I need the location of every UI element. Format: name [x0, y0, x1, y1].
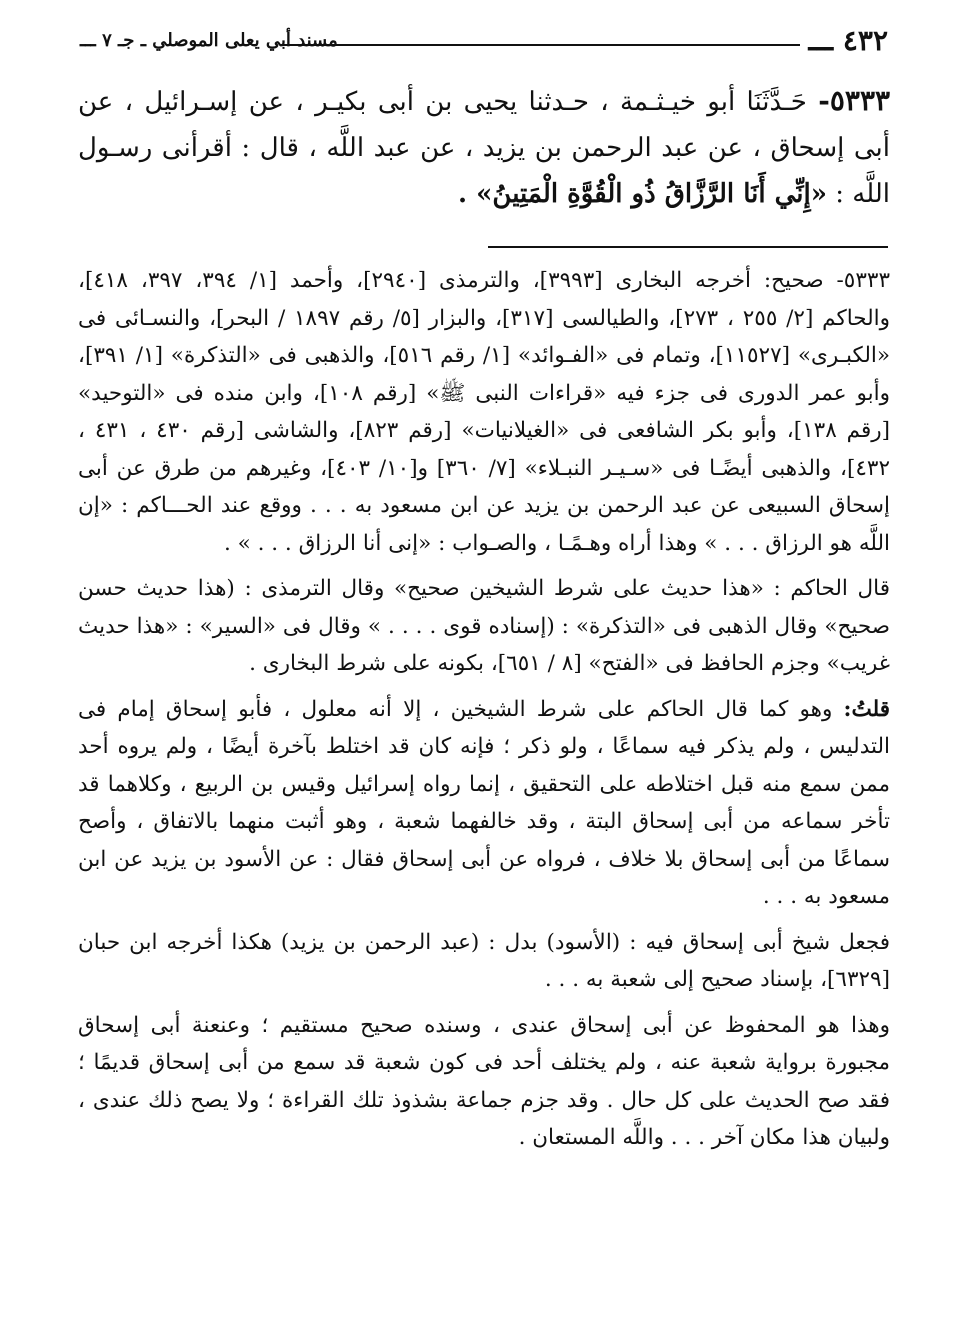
hadith-text	[78, 78, 890, 217]
takhrij-label: ٥٣٣٣- صحيح:	[763, 268, 890, 293]
page-number: ٤٣٢ ـــ	[808, 24, 888, 57]
shuba-paragraph: فجعل شيخ أبى إسحاق فيه : (الأسود) بدل : (عبد الرحمن بن يزيد) هكذا أخرجه ابن حبان [٦٣٢٩]، بإسناد صحيح إلى شعبة به . . .	[78, 929, 890, 992]
qultu-text: وهو كما قال الحاكم على شرط الشيخين ، إلا أنه معلول ، فأبو إسحاق إمام فى التدليس ، ولم يذكر فيه سماعًا ، ولو ذكر ؛ فإنه كان قد اختلط بآخرة أيضًا ، ولم يروه أحد ممن سمع منه قبل اختلاطه على التحقيق ، إنما رواه إسرائيل وقيس بن الربيع ، وكلاهما قد تأخر سماعه من أبى إسحاق البتة ، وقد خالفهما شعبة ، وهو أثبت منهما بالاتفاق ، وأصح سماعًا من أبى إسحاق بلا خلاف ، فرواه عن أبى إسحاق فقال : عن الأسود بن يزيد عن ابن مسعود به . . .	[78, 696, 890, 909]
hadith-number: ٥٣٣٣-	[818, 84, 891, 117]
header-rule	[280, 44, 800, 46]
conclusion-paragraph: وهذا هو المحفوظ عن أبى إسحاق عندى ، وسنده صحيح مستقيم ؛ وعنعنة أبى إسحاق مجبورة برواية شعبة عنه ، ولم يختلف أحد فى كون شعبة قد سمع من أبى إسحاق قديمًا ؛ فقد صح الحديث على كل حال . وقد جزم جماعة بشذوذ تلك القراءة ؛ ولا يصح ذلك عندى ، ولبيان هذا مكان آخر . . . واللَّه المستعان .	[78, 1012, 890, 1150]
book-title: مسند أبي يعلى الموصلي ـ جـ ٧ ـــ	[80, 30, 338, 51]
takhrij-text: أخرجه البخارى [٣٩٩٣]، والترمذى [٢٩٤٠]، وأحمد [١/ ٣٩٤، ٣٩٧، ٤١٨]، والحاكم [٢/ ٢٥٥ ، ٢٧٣]، والطيالسى [٣١٧]، والبزار [٥/ رقم ١٨٩٧ / البحر]، والنسـائى فى «الكبـرى» [١١٥٢٧]، وتمام فى «الفـوائد» [١/ رقم ٥١٦]، والذهبى فى «التذكرة» [١/ ٣٩١]، وأبو عمر الدورى فى جزء فيه «قراءات النبى ﷺ» [رقم ١٠٨]، وابن منده فى «التوحيد» [رقم ١٣٨]، وأبو بكر الشافعى فى «الغيلانيات» [رقم ٨٢٣]، والشاشى [رقم ٤٣٠ ، ٤٣١ ، ٤٣٢]، والذهبى أيضًـا فى «سـيـر النبـلاء» [٧/ ٣٦٠] و[١٠/ ٤٠٣]، وغيرهم من طرق عن أبى إسحاق السبيعى عن عبد الرحمن بن يزيد عن ابن مسعود به . . . ووقع عند الحـــاكم : «إن اللَّه هو الرزاق . . . » وهذا أراه وهـمًـا ، والصـواب : «إنى أنا الرزاق . . . » .	[78, 268, 891, 556]
qultu-label: قلتُ:	[843, 696, 890, 722]
hadith-verse: «إِنِّي أَنَا الرَّزَّاقُ ذُو الْقُوَّةِ الْمَتِينُ» .	[458, 179, 828, 209]
page-header	[80, 22, 888, 62]
takhrij-paragraph	[78, 262, 890, 562]
hakim-paragraph: قال الحاكم : «هذا حديث على شرط الشيخين صحيح» وقال الترمذى : (هذا حديث حسن صحيح» وقال الذهبى فى «التذكرة» : (إسناده قوى . . . . » وقال فى «السير» : «هذا حديث غريب» وجزم الحافظ فى «الفتح» [٨ / ٦٥١]، بكونه على شرط البخارى .	[78, 576, 890, 676]
footnote-separator	[488, 246, 888, 248]
hadith-isnad: حَـدَّثَنَا أبو خيـثـمة ، حـدثنا يحيى بن أبى بكيـر ، عن إسـرائيل ، عن أبى إسحاق ، عن عبد الرحمن بن يزيد ، عن عبد اللَّه ، قال : أقرأنى رسـول اللَّه :	[78, 87, 890, 209]
qultu-paragraph	[78, 691, 890, 916]
footnotes	[78, 262, 890, 1165]
